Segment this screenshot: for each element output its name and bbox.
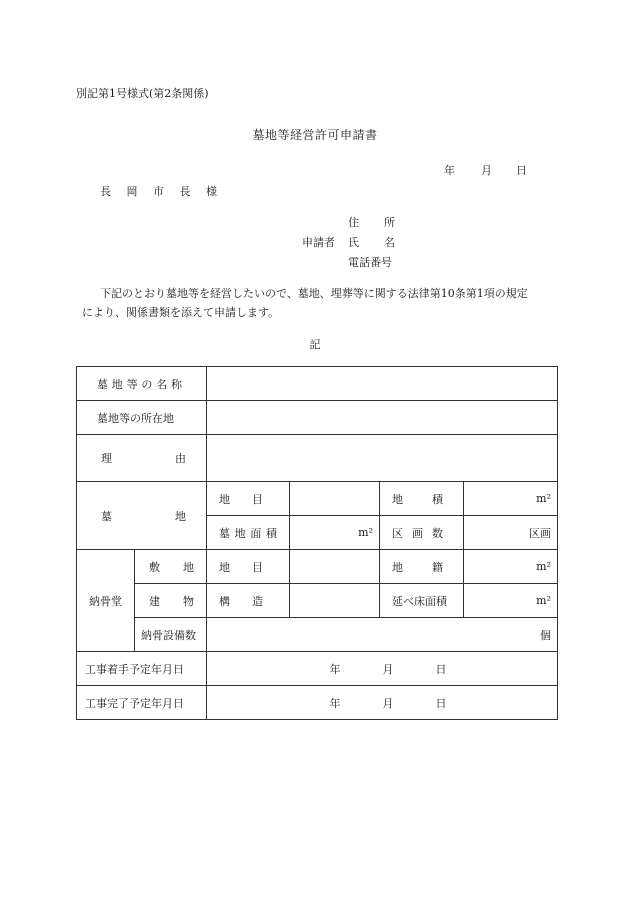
plot-unit: 区画 — [529, 526, 551, 540]
land-category-label: 地 目 — [207, 482, 290, 516]
date-month-label: 月 — [481, 164, 492, 177]
form-reference: 別記第1号様式(第2条関係) — [76, 87, 209, 100]
site-label: 敷 地 — [135, 550, 207, 584]
page-title: 墓地等経営許可申請書 — [252, 128, 378, 142]
facility-name-field[interactable] — [207, 367, 558, 401]
table-row — [77, 367, 558, 401]
phone-label: 電話番号 — [348, 256, 392, 269]
area-label: 地 積 — [380, 482, 464, 516]
name-label-1: 氏 — [348, 236, 359, 249]
facility-name-label: 墓 地 等 の 名 称 — [77, 367, 207, 401]
location-label: 墓地等の所在地 — [77, 401, 207, 435]
month-unit: 月 — [382, 662, 394, 676]
day-unit: 日 — [435, 696, 447, 710]
table-row — [77, 686, 558, 720]
sqm-unit: m² — [358, 526, 373, 539]
end-date-field[interactable] — [207, 686, 558, 720]
facility-count-label: 納骨設備数 — [135, 618, 207, 652]
year-unit: 年 — [329, 696, 341, 710]
table-row — [77, 550, 558, 584]
date-year-label: 年 — [444, 164, 455, 177]
statement-line-1: 下記のとおり墓地等を経営したいので、墓地、埋葬等に関する法律第10条第1項の規定 — [100, 287, 528, 300]
plot-count-label: 区 画 数 — [380, 516, 464, 550]
cemetery-label: 墓 地 — [77, 482, 207, 550]
cemetery-area-field[interactable] — [290, 516, 380, 550]
site-land-category-field[interactable] — [290, 550, 380, 584]
sqm-unit: m² — [536, 492, 551, 505]
application-table — [76, 366, 558, 720]
start-date-field[interactable] — [207, 652, 558, 686]
area-field[interactable] — [464, 482, 558, 516]
count-unit: 個 — [540, 628, 551, 642]
application-statement — [82, 284, 562, 322]
sqm-unit: m² — [536, 560, 551, 573]
land-register-label: 地 籍 — [380, 550, 464, 584]
floor-area-field[interactable] — [464, 584, 558, 618]
month-unit: 月 — [382, 696, 394, 710]
structure-field[interactable] — [290, 584, 380, 618]
structure-label: 構 造 — [207, 584, 290, 618]
table-row — [77, 584, 558, 618]
day-unit: 日 — [435, 662, 447, 676]
table-row — [77, 618, 558, 652]
reason-field[interactable] — [207, 435, 558, 482]
name-label-2: 名 — [384, 236, 395, 249]
plot-count-field[interactable] — [464, 516, 558, 550]
cemetery-area-label: 墓 地 面 積 — [207, 516, 290, 550]
land-category-field[interactable] — [290, 482, 380, 516]
addressee: 長 岡 市 長 様 — [100, 185, 217, 198]
address-label-2: 所 — [384, 216, 395, 229]
table-row — [77, 652, 558, 686]
table-row — [77, 482, 558, 516]
year-unit: 年 — [329, 662, 341, 676]
table-row — [77, 401, 558, 435]
land-category-label: 地 目 — [207, 550, 290, 584]
reason-label: 理 由 — [77, 435, 207, 482]
applicant-label: 申請者 — [302, 236, 335, 249]
location-field[interactable] — [207, 401, 558, 435]
date-day-label: 日 — [516, 164, 527, 177]
statement-line-2: により、関係書類を添えて申請します。 — [82, 306, 280, 319]
facility-count-field[interactable] — [207, 618, 558, 652]
address-label-1: 住 — [348, 216, 359, 229]
ki-heading: 記 — [309, 338, 321, 351]
land-register-field[interactable] — [464, 550, 558, 584]
ossuary-label: 納骨堂 — [77, 550, 135, 652]
sqm-unit: m² — [536, 594, 551, 607]
floor-area-label: 延べ床面積 — [380, 584, 464, 618]
building-label: 建 物 — [135, 584, 207, 618]
end-date-label: 工事完了予定年月日 — [77, 686, 207, 720]
table-row — [77, 435, 558, 482]
start-date-label: 工事着手予定年月日 — [77, 652, 207, 686]
